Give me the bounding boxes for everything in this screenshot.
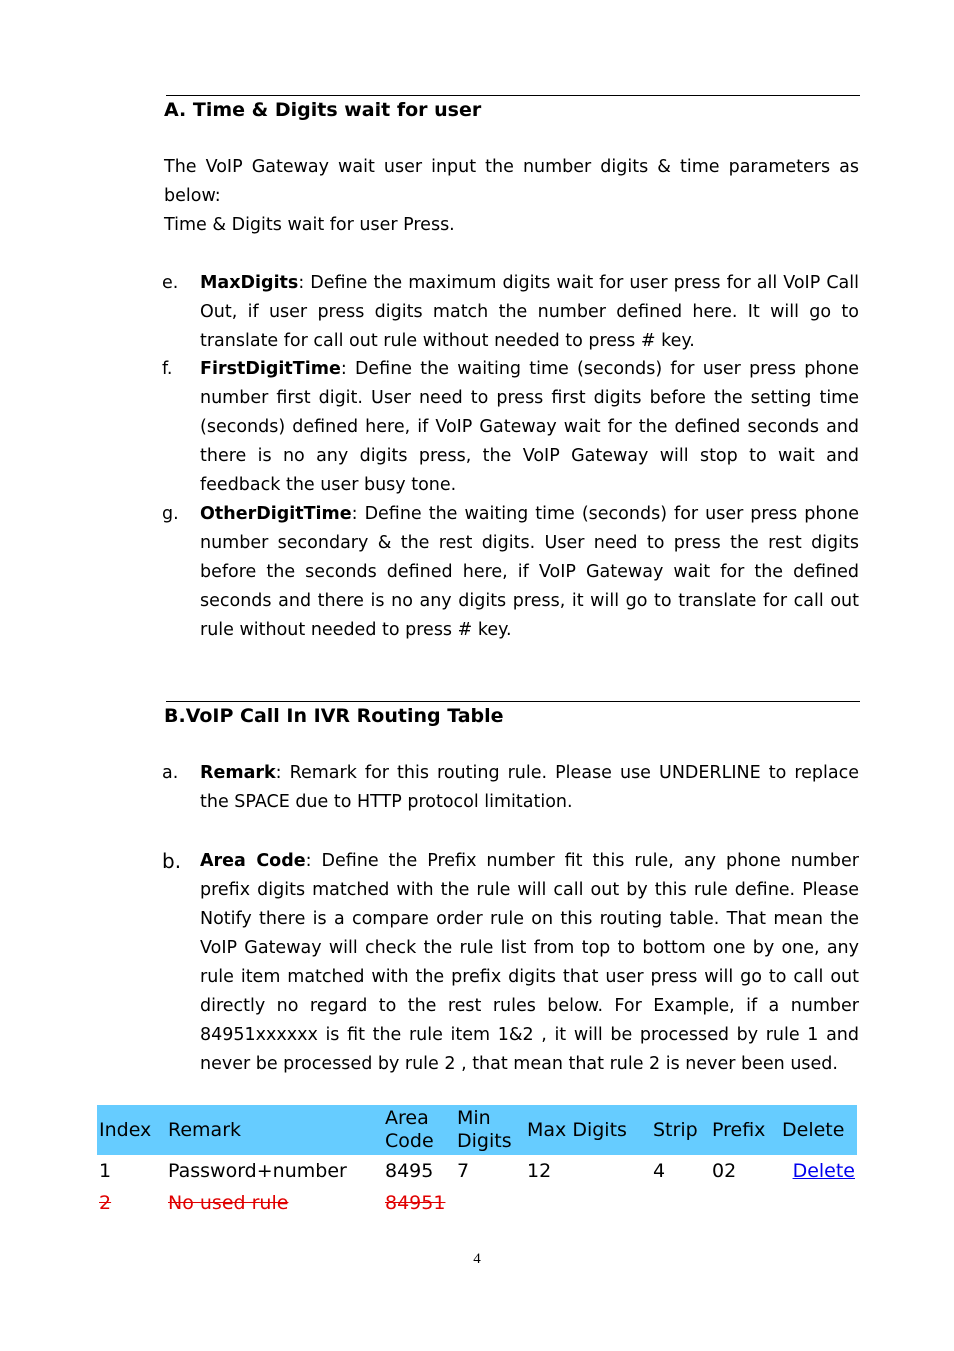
description: : Define the waiting time (seconds) for user press phone number first digit. User need to press first digits before the setting time (seconds) defined here, if VoIP Gateway wait for the defined seconds and there is no any digits press, the VoIP Gateway will stop to wait and feedback the user busy tone.: [200, 359, 859, 495]
header-line: Min: [457, 1107, 491, 1129]
description: : Remark for this routing rule. Please use UNDERLINE to replace the SPACE due to HTTP protocol limitation.: [200, 763, 859, 812]
list-item-firstdigittime: [162, 355, 859, 500]
cell-delete: [780, 1155, 857, 1187]
list-item-remark: [162, 759, 859, 817]
table-header-row: [97, 1105, 857, 1155]
cell-index: 2: [99, 1192, 112, 1214]
column-header-area-code: [383, 1105, 455, 1155]
description: : Define the maximum digits wait for user press for all VoIP Call Out, if user press digits match the number defined here. It will go to translate for call out rule without needed to press # key.: [200, 273, 859, 351]
section-a-divider: [166, 95, 860, 96]
column-header-delete: Delete: [780, 1105, 857, 1155]
list-item-body: [200, 269, 859, 356]
column-header-min-digits: [455, 1105, 525, 1155]
column-header-max-digits: Max Digits: [525, 1105, 651, 1155]
page-number: 4: [473, 1251, 481, 1267]
list-item-otherdigittime: [162, 500, 859, 645]
list-item-body: [200, 847, 859, 1079]
cell-strip: [651, 1187, 710, 1219]
column-header-index: Index: [97, 1105, 166, 1155]
list-item-body: [200, 355, 859, 500]
section-a-intro: [164, 153, 859, 240]
header-line: Code: [385, 1130, 434, 1152]
cell-max-digits: [525, 1187, 651, 1219]
list-item-body: [200, 500, 859, 645]
cell-delete: [780, 1187, 857, 1219]
list-marker: g.: [162, 504, 179, 524]
cell-min-digits: 7: [457, 1160, 470, 1182]
column-header-remark: Remark: [166, 1105, 383, 1155]
cell-max-digits: 12: [527, 1160, 552, 1182]
column-header-prefix: Prefix: [710, 1105, 780, 1155]
delete-link[interactable]: Delete: [792, 1160, 855, 1182]
list-marker: b.: [162, 849, 182, 873]
list-item-area-code: [162, 847, 859, 1079]
list-marker: a.: [162, 763, 179, 783]
term: MaxDigits: [200, 273, 299, 293]
cell-area-code: 8495: [385, 1160, 434, 1182]
ivr-routing-table: [97, 1105, 857, 1219]
term: Remark: [200, 763, 276, 783]
cell-prefix: [710, 1187, 780, 1219]
section-b-divider: [166, 701, 860, 702]
header-line: Digits: [457, 1130, 512, 1152]
cell-remark: Password+number: [168, 1160, 347, 1182]
column-header-strip: Strip: [651, 1105, 710, 1155]
term: FirstDigitTime: [200, 359, 341, 379]
cell-strip: 4: [653, 1160, 666, 1182]
list-marker: f.: [162, 359, 173, 379]
header-line: Area: [385, 1107, 429, 1129]
intro-text-2: Time & Digits wait for user Press.: [164, 215, 455, 235]
term: Area Code: [200, 851, 306, 871]
section-b-heading: B.VoIP Call In IVR Routing Table: [164, 705, 504, 727]
cell-index: 1: [99, 1160, 112, 1182]
cell-prefix: 02: [712, 1160, 737, 1182]
cell-min-digits: [455, 1187, 525, 1219]
cell-remark: No used rule: [168, 1192, 289, 1214]
term: OtherDigitTime: [200, 504, 352, 524]
table-row: [97, 1155, 857, 1187]
list-item-maxdigits: [162, 269, 859, 356]
section-a-heading: A. Time & Digits wait for user: [164, 99, 482, 121]
intro-text-1: The VoIP Gateway wait user input the number digits & time parameters as below:: [164, 157, 859, 206]
description: : Define the Prefix number fit this rule, any phone number prefix digits matched with the rule will call out by this rule define. Please Notify there is a compare order rule on this routing table. That mean the VoIP Gateway will check the rule list from top to bottom one by one, any rule item matched with the prefix digits that user press will go to call out directly no regard to the rest rules below. For Example, if a number 84951xxxxxx is fit the rule item 1&2 , it will be processed by rule 1 and never be processed by rule 2 , that mean that rule 2 is never been used.: [200, 851, 859, 1074]
list-marker: e.: [162, 273, 179, 293]
cell-area-code: 84951: [385, 1192, 446, 1214]
description: : Define the waiting time (seconds) for user press phone number secondary & the rest digits. User need to press the rest digits before the seconds defined here, if VoIP Gateway wait for the defined seconds and there is no any digits press, it will go to translate for call out rule without needed to press # key.: [200, 504, 859, 640]
table-row: [97, 1187, 857, 1219]
list-item-body: [200, 759, 859, 817]
